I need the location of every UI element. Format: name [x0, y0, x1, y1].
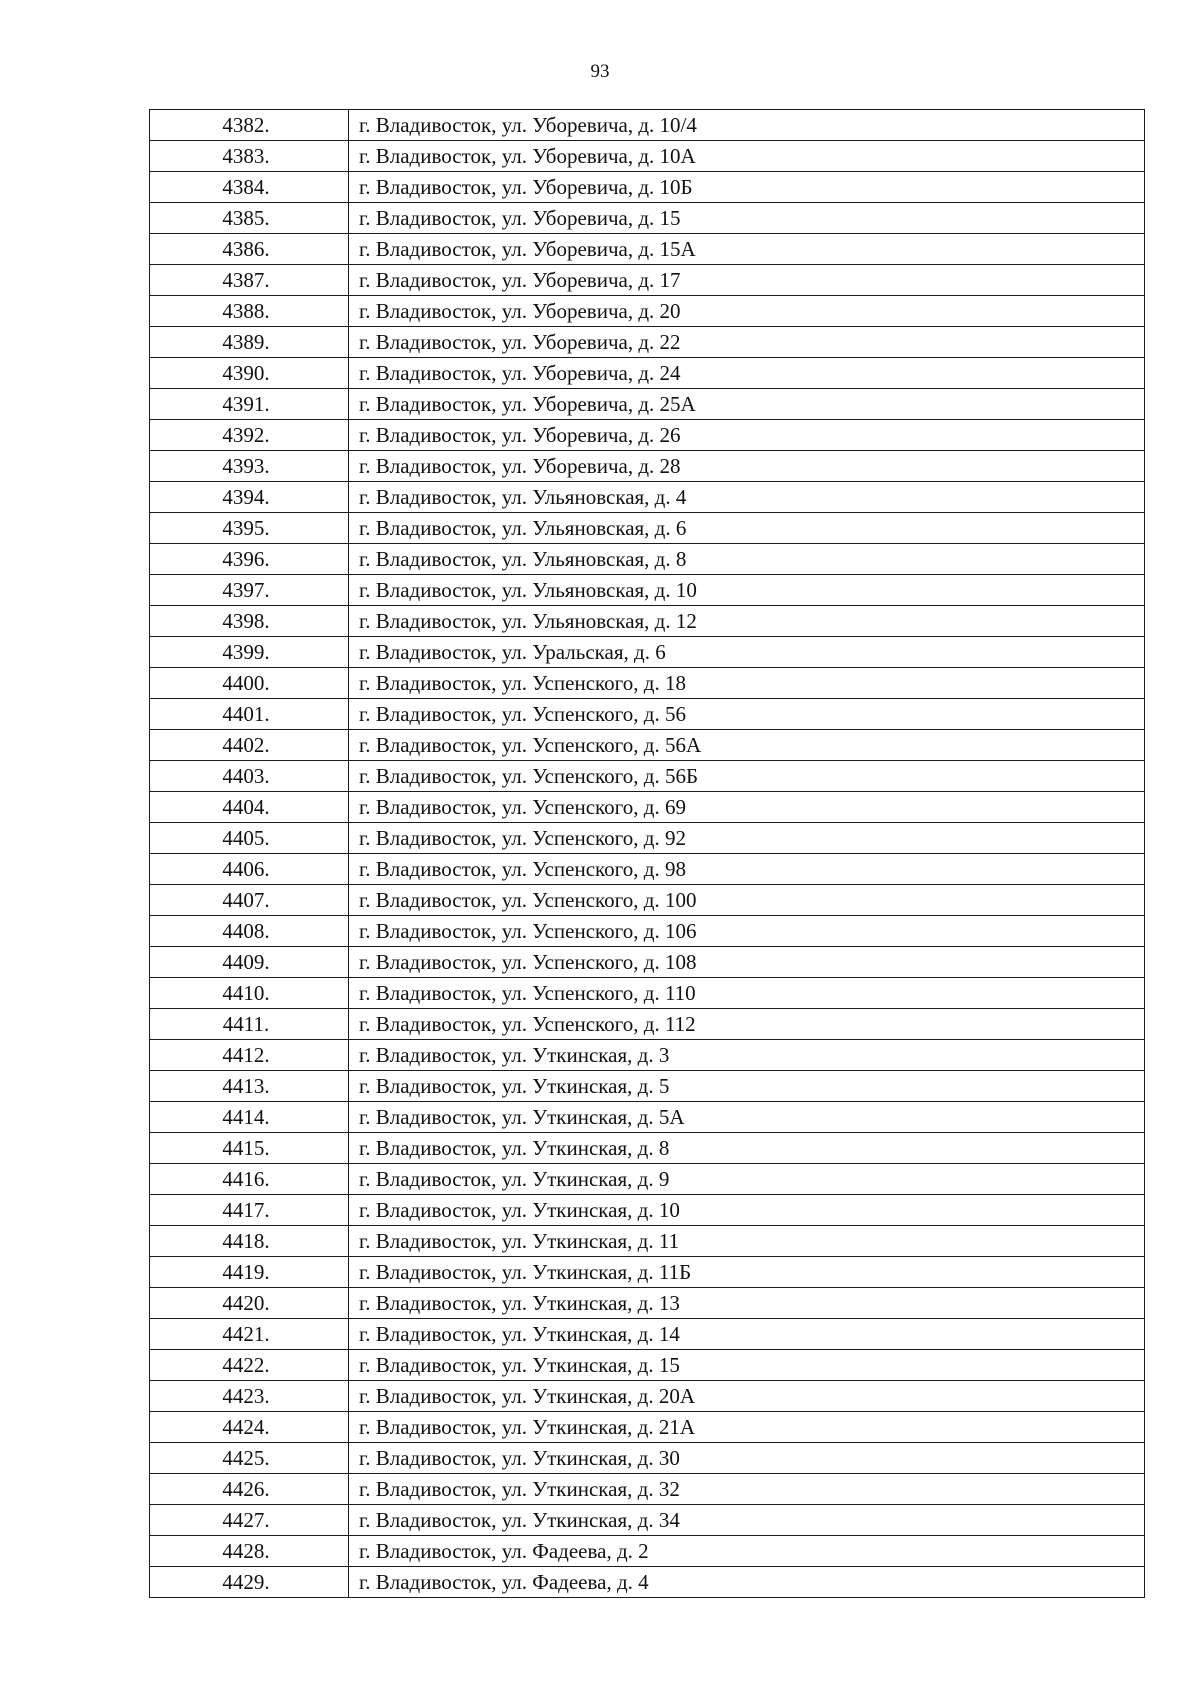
table-row	[150, 1381, 1145, 1412]
row-number: 4424.	[150, 1412, 349, 1443]
row-number: 4404.	[150, 792, 349, 823]
row-address: г. Владивосток, ул. Успенского, д. 56А	[349, 730, 1145, 761]
row-number: 4422.	[150, 1350, 349, 1381]
table-row	[150, 823, 1145, 854]
row-address: г. Владивосток, ул. Уборевича, д. 28	[349, 451, 1145, 482]
table-row	[150, 978, 1145, 1009]
row-number: 4412.	[150, 1040, 349, 1071]
table-row	[150, 730, 1145, 761]
row-address: г. Владивосток, ул. Уткинская, д. 32	[349, 1474, 1145, 1505]
table-row	[150, 358, 1145, 389]
table-row	[150, 327, 1145, 358]
row-address: г. Владивосток, ул. Ульяновская, д. 6	[349, 513, 1145, 544]
row-address: г. Владивосток, ул. Уткинская, д. 3	[349, 1040, 1145, 1071]
table-row	[150, 1009, 1145, 1040]
row-number: 4409.	[150, 947, 349, 978]
row-number: 4383.	[150, 141, 349, 172]
table-row	[150, 792, 1145, 823]
table-row	[150, 916, 1145, 947]
table-row	[150, 1071, 1145, 1102]
row-number: 4429.	[150, 1567, 349, 1598]
table-row	[150, 1474, 1145, 1505]
row-address: г. Владивосток, ул. Успенского, д. 98	[349, 854, 1145, 885]
table-row	[150, 513, 1145, 544]
table-row	[150, 544, 1145, 575]
row-number: 4414.	[150, 1102, 349, 1133]
table-row	[150, 947, 1145, 978]
row-address: г. Владивосток, ул. Успенского, д. 69	[349, 792, 1145, 823]
table-row	[150, 637, 1145, 668]
row-number: 4426.	[150, 1474, 349, 1505]
row-number: 4415.	[150, 1133, 349, 1164]
row-address: г. Владивосток, ул. Успенского, д. 56	[349, 699, 1145, 730]
table-row	[150, 575, 1145, 606]
table-row	[150, 389, 1145, 420]
row-number: 4398.	[150, 606, 349, 637]
row-number: 4410.	[150, 978, 349, 1009]
row-number: 4395.	[150, 513, 349, 544]
table-row	[150, 1133, 1145, 1164]
table-row	[150, 1102, 1145, 1133]
table-row	[150, 203, 1145, 234]
row-number: 4388.	[150, 296, 349, 327]
table-row	[150, 1536, 1145, 1567]
table-row	[150, 1040, 1145, 1071]
row-number: 4392.	[150, 420, 349, 451]
row-number: 4420.	[150, 1288, 349, 1319]
row-number: 4391.	[150, 389, 349, 420]
row-address: г. Владивосток, ул. Уткинская, д. 20А	[349, 1381, 1145, 1412]
row-number: 4389.	[150, 327, 349, 358]
row-number: 4425.	[150, 1443, 349, 1474]
row-number: 4397.	[150, 575, 349, 606]
row-number: 4382.	[150, 110, 349, 141]
row-address: г. Владивосток, ул. Уборевича, д. 15	[349, 203, 1145, 234]
row-address: г. Владивосток, ул. Уборевича, д. 10А	[349, 141, 1145, 172]
row-number: 4413.	[150, 1071, 349, 1102]
row-number: 4396.	[150, 544, 349, 575]
row-number: 4427.	[150, 1505, 349, 1536]
table-row	[150, 296, 1145, 327]
table-row	[150, 761, 1145, 792]
row-address: г. Владивосток, ул. Успенского, д. 56Б	[349, 761, 1145, 792]
row-address: г. Владивосток, ул. Уткинская, д. 21А	[349, 1412, 1145, 1443]
row-address: г. Владивосток, ул. Уральская, д. 6	[349, 637, 1145, 668]
row-address: г. Владивосток, ул. Фадеева, д. 2	[349, 1536, 1145, 1567]
row-address: г. Владивосток, ул. Уборевича, д. 20	[349, 296, 1145, 327]
row-address: г. Владивосток, ул. Успенского, д. 92	[349, 823, 1145, 854]
row-address: г. Владивосток, ул. Уткинская, д. 5А	[349, 1102, 1145, 1133]
row-number: 4407.	[150, 885, 349, 916]
row-address: г. Владивосток, ул. Уткинская, д. 11	[349, 1226, 1145, 1257]
row-address: г. Владивосток, ул. Уткинская, д. 11Б	[349, 1257, 1145, 1288]
table-row	[150, 234, 1145, 265]
table-row	[150, 482, 1145, 513]
row-number: 4400.	[150, 668, 349, 699]
row-address: г. Владивосток, ул. Успенского, д. 110	[349, 978, 1145, 1009]
table-row	[150, 1350, 1145, 1381]
row-address: г. Владивосток, ул. Уткинская, д. 15	[349, 1350, 1145, 1381]
row-address: г. Владивосток, ул. Успенского, д. 108	[349, 947, 1145, 978]
row-address: г. Владивосток, ул. Уборевича, д. 26	[349, 420, 1145, 451]
table-row	[150, 1257, 1145, 1288]
row-address: г. Владивосток, ул. Уткинская, д. 10	[349, 1195, 1145, 1226]
table-row	[150, 265, 1145, 296]
page-number: 93	[590, 61, 610, 82]
table-row	[150, 1567, 1145, 1598]
row-address: г. Владивосток, ул. Уборевича, д. 22	[349, 327, 1145, 358]
table-body	[150, 110, 1145, 1598]
row-address: г. Владивосток, ул. Ульяновская, д. 12	[349, 606, 1145, 637]
table-row	[150, 1288, 1145, 1319]
row-number: 4416.	[150, 1164, 349, 1195]
row-number: 4411.	[150, 1009, 349, 1040]
row-number: 4403.	[150, 761, 349, 792]
row-number: 4401.	[150, 699, 349, 730]
row-address: г. Владивосток, ул. Уборевича, д. 10/4	[349, 110, 1145, 141]
row-number: 4387.	[150, 265, 349, 296]
row-number: 4384.	[150, 172, 349, 203]
table-row	[150, 141, 1145, 172]
row-address: г. Владивосток, ул. Уборевича, д. 15А	[349, 234, 1145, 265]
row-address: г. Владивосток, ул. Уборевича, д. 25А	[349, 389, 1145, 420]
row-number: 4399.	[150, 637, 349, 668]
row-address: г. Владивосток, ул. Успенского, д. 112	[349, 1009, 1145, 1040]
row-address: г. Владивосток, ул. Уткинская, д. 5	[349, 1071, 1145, 1102]
row-number: 4406.	[150, 854, 349, 885]
row-address: г. Владивосток, ул. Уткинская, д. 14	[349, 1319, 1145, 1350]
table-row	[150, 1164, 1145, 1195]
row-address: г. Владивосток, ул. Уткинская, д. 8	[349, 1133, 1145, 1164]
table-row	[150, 420, 1145, 451]
table-row	[150, 1412, 1145, 1443]
row-number: 4428.	[150, 1536, 349, 1567]
table-row	[150, 668, 1145, 699]
row-address: г. Владивосток, ул. Уткинская, д. 9	[349, 1164, 1145, 1195]
row-number: 4393.	[150, 451, 349, 482]
row-address: г. Владивосток, ул. Успенского, д. 100	[349, 885, 1145, 916]
table-row	[150, 1505, 1145, 1536]
row-address: г. Владивосток, ул. Уткинская, д. 30	[349, 1443, 1145, 1474]
table-row	[150, 172, 1145, 203]
table-row	[150, 1319, 1145, 1350]
row-address: г. Владивосток, ул. Уткинская, д. 13	[349, 1288, 1145, 1319]
table-row	[150, 1443, 1145, 1474]
row-number: 4386.	[150, 234, 349, 265]
table-row	[150, 854, 1145, 885]
row-address: г. Владивосток, ул. Успенского, д. 106	[349, 916, 1145, 947]
row-number: 4402.	[150, 730, 349, 761]
row-number: 4405.	[150, 823, 349, 854]
table-row	[150, 1195, 1145, 1226]
row-number: 4423.	[150, 1381, 349, 1412]
row-address: г. Владивосток, ул. Фадеева, д. 4	[349, 1567, 1145, 1598]
row-address: г. Владивосток, ул. Ульяновская, д. 10	[349, 575, 1145, 606]
row-number: 4419.	[150, 1257, 349, 1288]
row-address: г. Владивосток, ул. Уборевича, д. 24	[349, 358, 1145, 389]
row-address: г. Владивосток, ул. Ульяновская, д. 8	[349, 544, 1145, 575]
table-row	[150, 1226, 1145, 1257]
row-address: г. Владивосток, ул. Успенского, д. 18	[349, 668, 1145, 699]
table-row	[150, 885, 1145, 916]
row-number: 4421.	[150, 1319, 349, 1350]
row-number: 4390.	[150, 358, 349, 389]
row-address: г. Владивосток, ул. Уборевича, д. 10Б	[349, 172, 1145, 203]
row-address: г. Владивосток, ул. Уборевича, д. 17	[349, 265, 1145, 296]
table-row	[150, 699, 1145, 730]
row-address: г. Владивосток, ул. Ульяновская, д. 4	[349, 482, 1145, 513]
address-table	[149, 109, 1145, 1598]
table-row	[150, 110, 1145, 141]
row-number: 4417.	[150, 1195, 349, 1226]
table-row	[150, 606, 1145, 637]
row-address: г. Владивосток, ул. Уткинская, д. 34	[349, 1505, 1145, 1536]
row-number: 4394.	[150, 482, 349, 513]
row-number: 4408.	[150, 916, 349, 947]
row-number: 4418.	[150, 1226, 349, 1257]
table-row	[150, 451, 1145, 482]
row-number: 4385.	[150, 203, 349, 234]
